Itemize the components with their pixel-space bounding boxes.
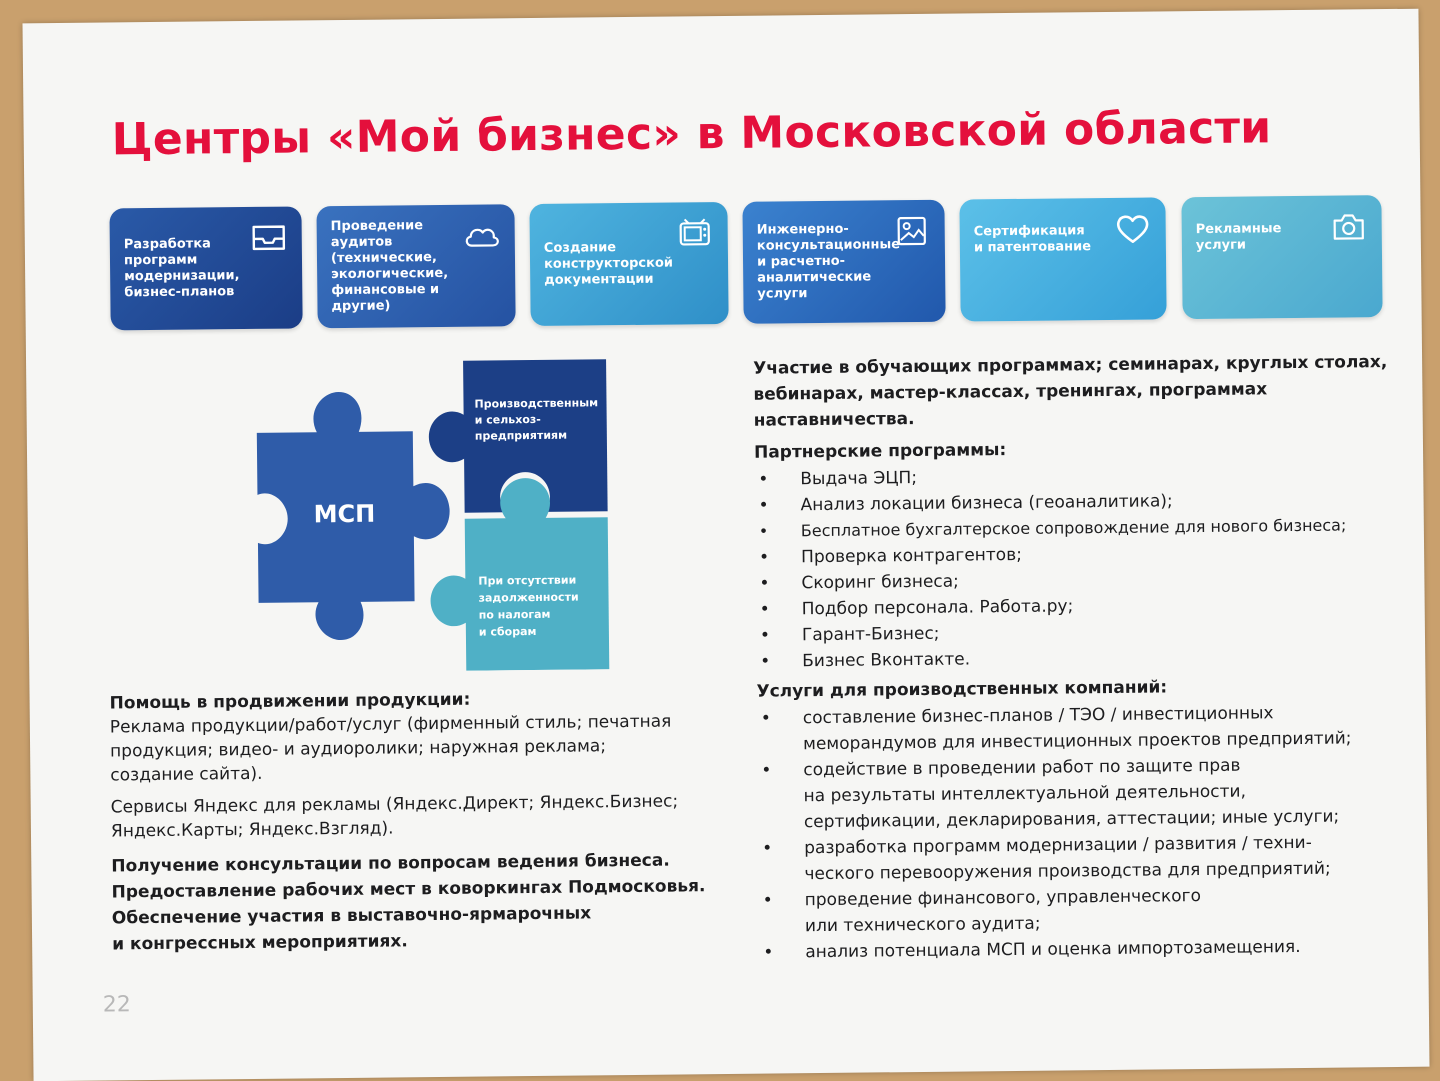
heart-icon: [1114, 212, 1152, 246]
list-item: • составление бизнес-планов / ТЭО / инвестиционных меморандумов для инвестиционных проектов предприятий;: [757, 699, 1408, 758]
tile-label: Инженерно- консультационные и расчетно- аналитические услуги: [756, 221, 901, 302]
page-title: Центры «Мой бизнес» в Московской области: [111, 102, 1272, 166]
list-item: • Проверка контрагентов;: [755, 538, 1405, 571]
yandex-text: Сервисы Яндекс для рекламы (Яндекс.Директ; Яндекс.Бизнес; Яндекс.Карты; Яндекс.Взгляд).: [110, 791, 679, 842]
inbox-tray-icon: [250, 221, 288, 255]
tile-audits: [316, 204, 515, 328]
tile-modernization: [109, 206, 302, 330]
list-item: • Выдача ЭЦП;: [754, 460, 1404, 493]
image-icon: [893, 214, 931, 248]
puzzle-bottom-label: При отсутствии задолженности по налогам и сборам: [478, 573, 579, 639]
tile-engineering: [742, 200, 945, 324]
right-column: [753, 349, 1409, 972]
tile-label: Сертификация и патентование: [973, 223, 1092, 256]
list-item: • Подбор персонала. Работа.ру;: [756, 590, 1406, 623]
camera-icon: [1330, 209, 1368, 243]
page-number: 22: [102, 992, 131, 1018]
promo-text: Реклама продукции/работ/услуг (фирменный стиль; печатная продукция; видео- и аудиоролики; наружная реклама; создание сайта).: [109, 711, 672, 786]
partners-list: [754, 460, 1406, 675]
list-item: • проведение финансового, управленческого или технического аудита;: [759, 881, 1410, 940]
partners-heading: Партнерские программы:: [753, 440, 1007, 463]
services-heading: Услуги для производственных компаний:: [756, 677, 1168, 702]
list-item: • Анализ локации бизнеса (геоаналитика);: [754, 486, 1404, 519]
tile-design-docs: [529, 202, 728, 326]
service-tiles: [109, 195, 1390, 338]
services-list: [757, 699, 1410, 966]
promo-heading: Помощь в продвижении продукции:: [109, 689, 471, 714]
tile-certification: [959, 197, 1166, 321]
puzzle-msp-label: МСП: [313, 499, 376, 529]
tv-icon: [676, 216, 714, 250]
puzzle-top-label: Производственным и сельхоз- предприятиям: [474, 396, 599, 443]
list-item: • разработка программ модернизации / развития / техни- ческого перевооружения производства для предприятий;: [758, 829, 1409, 888]
training-intro: Участие в обучающих программах; семинарах, круглых столах, вебинарах, мастер-классах, тренингах, программах наставничества.: [753, 352, 1388, 431]
consultation-block: Получение консультации по вопросам ведения бизнеса. Предоставление рабочих мест в коворкингах Подмосковья. Обеспечение участия в выставочно-ярмарочных и конгрессных мероприятиях.: [111, 850, 706, 955]
tile-label: Разработка программ модернизации, бизнес-планов: [123, 236, 240, 301]
tile-advertising: [1181, 195, 1382, 319]
left-column: [110, 686, 733, 957]
puzzle-graphic: [226, 349, 609, 673]
cloud-icon: [463, 218, 501, 252]
list-item: • анализ потенциала МСП и оценка импортозамещения.: [759, 933, 1409, 966]
list-item: • Скоринг бизнеса;: [755, 564, 1405, 597]
tile-label: Создание конструкторской документации: [543, 240, 674, 288]
list-item: • содействие в проведении работ по защите прав на результаты интеллектуальной деятельности, сертификации, декларирования, аттестации; иные услуги;: [757, 751, 1408, 836]
list-item: • Бесплатное бухгалтерское сопровождение для нового бизнеса;: [755, 512, 1405, 545]
tile-label: Проведение аудитов (технические, экологические, финансовые и другие): [330, 218, 449, 315]
list-item: • Бизнес Вконтакте.: [756, 642, 1406, 675]
brochure-page: [22, 9, 1429, 1081]
tile-label: Рекламные услуги: [1195, 221, 1282, 254]
list-item: • Гарант-Бизнес;: [756, 616, 1406, 649]
